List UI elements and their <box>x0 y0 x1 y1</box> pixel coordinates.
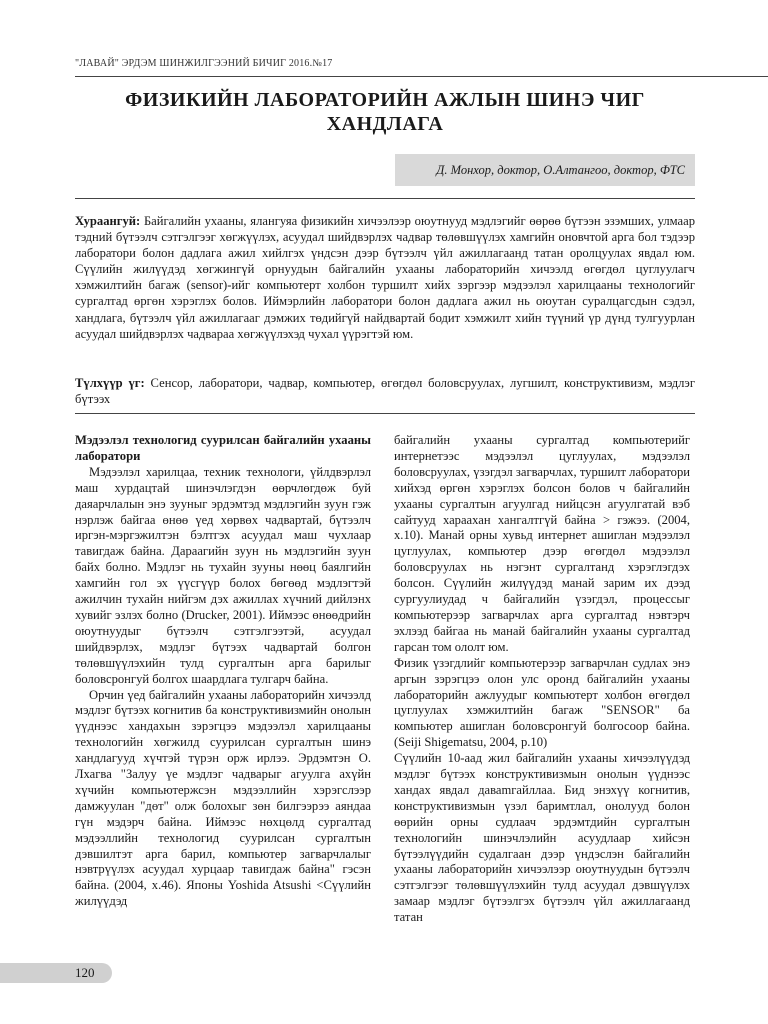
body-paragraph: Физик үзэгдлийг компьютерээр загварчлан судлах энэ аргын зэрэгцээ олон улс оронд байгалийн ухааны лабораторийн ажлуудыг компьютерт холбон өгөгдөл цуглуулах хэмжилтийн багаж "SENSOR" ба компьютер ашиглан боловсронгуй болгосоор байна. (Seiji Shigematsu, 2004, p.10) <box>394 655 690 750</box>
keywords-label: Түлхүүр үг: <box>75 376 145 390</box>
body-paragraph: байгалийн ухааны сургалтад компьютерийг интернетээс мэдээлэл цуглуулах, мэдээлэл боловсруулах, үзэгдэл загварчлах, туршилт лаборатори хийхэд өргөн хэрэглэх болсон болов ч байгалийн ухааны сургалтын агуулгад нийцсэн агуулгатай вэб сайтууд хараахан хангалтгүй байна > гэжээ. (2004, x.10). Манай орны хувьд интернет ашиглан мэдээлэл цуглуулах, компьютер дээр өгөгдөл мэдээлэл боловсруулах нь нэгэнт сургалтанд хэрэглэгдэх болсон. Сүүлийн жилүүдэд манай зарим их дээд сургуулиудад ч байгалийн үзэгдэл, процессыг компьютерээр загварчлах арга сургалтад нэвтэрч эхлээд байгаа нь манай байгалийн ухааны сургалтад гарсан том ололт юм. <box>394 433 690 654</box>
abstract-text: Байгалийн ухааны, ялангуяа физикийн хичээлээр оюутнууд мэдлэгийг өөрөө бүтээн эзэмших, улмаар тэдний бүтээлч сэтгэлгээг хөгжүүлэх, асуудал шийдвэрлэх чадвар төлөвшүүлэх хамгийн оновчтой арга бол тэдээр лаборатори болон дадлага ажил хийлгэх үндсэн дээр бүтээлч үйл ажиллагаанд татан оролцуулах явдал юм. Сүүлийн жилүүдэд хөгжингүй орнуудын байгалийн ухааны лабораторийн хичээлд өгөгдөл цуглуулагч хэмжилтийн багаж (sensor)-ийг компьютерт холбон туршилт хийх зэргээр мэдээлэл харилцааны технологийг сургалтад өргөн хэрэглэх болов. Иймэрлийн лаборатори болон дадлага ажил нь оюутан суралцагсдын сэдэл, хандлага, бүтээлч үйл ажиллагааг дэмжих төдийгүй найдвартай бодит хэмжилт хийн түүний үр дүнд тулгуурлан асуудал шийдвэрлэх чадвараа хөгжүүлэхэд чухал үүрэгтэй юм. <box>75 214 695 341</box>
authors: Д. Монхор, доктор, О.Алтангоо, доктор, ФТС <box>436 162 685 177</box>
right-column <box>394 433 690 926</box>
keywords <box>75 375 695 407</box>
abstract <box>75 213 695 342</box>
authors-bar <box>395 154 695 186</box>
page-number-tab <box>0 963 112 983</box>
left-column <box>75 433 371 910</box>
keywords-text: Сенсор, лаборатори, чадвар, компьютер, өгөгдөл боловсруулах, лугшилт, конструктивизм, мэдлэг бүтээх <box>75 376 696 407</box>
abstract-label: Хураангуй: <box>75 214 141 228</box>
article-title: ФИЗИКИЙН ЛАБОРАТОРИЙН АЖЛЫН ШИНЭ ЧИГ ХАНДЛАГА <box>125 89 645 135</box>
body-paragraph: Сүүлийн 10-аад жил байгалийн ухааны хичээлүүдэд мэдлэг бүтээх конструктивизмын онолын үүднээс хандах явдал даваmгайллаа. Бид энэхүү когнитив, конструктивизмын үзэл баримтлал, онолууд болон өөрийн орны судлаач эрдэмтдийн сургалтын технологийн шинэчлэлийн асуудлаар хийсэн бүтээлүүдийн судалгаан дээр үндэслэн байгалийн ухааны лабораторийн хичээлээр оюутнуудын бүтээлч сэтгэлгээг төлөвшүүлэхийн тулд асуудал дэвшүүлэх замаар мэдлэг бүтээлгэх бүтээлч үйл ажиллагаанд татан <box>394 751 690 925</box>
keywords-bottom-rule <box>75 413 695 414</box>
section-heading: Мэдээлэл технологид суурилсан байгалийн ухааны лаборатори <box>75 433 371 463</box>
body-paragraph: Мэдээлэл харилцаа, техник технологи, үйлдвэрлэл маш хурдацтай шинэчлэгдэн өөрчлөгдөж буй даяарчлалын энэ зууныг эрдэмтэд мэдлэгийн зуун гэж нэрлэж байгаа өнөө үед хөрвөх чадвартай, бүтээлч иргэн-мэргэжилтэн бэлтгэх асуудал маш чухлаар тавигдаж байна. Дараагийн зуун нь мэдлэгийн зуун байх болно. Мэдлэг нь тухайн зууны нөөц баялгийн хамгийн гол эх үүсгүүр болох бөгөөд мэдлэгтэй ажилчин тухайн нийгэм дэх ажиллах хүчний дийлэнх хувийг эзлэх болно (Drucker, 2001). Иймээс өнөөдрийн оюутнуудыг бүтээлч сэтгэлгээтэй, асуудал шийдвэрлэх, мэдлэг бүтээх чадвартай болгон төлөвшүүлэхийн тулд сургалтын арга барилыг боловсронгуй болгох шаардлага тулгарч байна. <box>75 464 371 686</box>
header-rule <box>75 76 768 77</box>
abstract-top-rule <box>75 198 695 199</box>
page-number: 120 <box>75 965 95 980</box>
body-paragraph: Орчин үед байгалийн ухааны лабораторийн хичээлд мэдлэг бүтээх когнитив ба конструктивизмийн онолын үүднээс хандахын зэрэгцээ мэдээлэл харилцааны технологийн хөгжилд суурилсан сургалтын шинэ хандлагууд хүчтэй түрэн орж ирлээ. Эрдэмтэн О. Лхагва "Залуу үе мэдлэг чадварыг агуулга ахүйн хүчийн компьютержсэн мэдээллийн хэрэгслээр дамжуулан "дөт" олж болохыг зөн билгээрээ аяндаа гүн мэдэрч байна. Иймээс нөхцөлд сургалтад мэдээллийн технологид суурилсан сургалтын дэвшилтэт арга барил, компьютер загварчлалыг нэвтрүүлэх асуудал хурцаар тавигдаж байна" гэсэн байна. (2004, x.46). Японы Yoshida Atsushi <Сүүлийн жилүүдэд <box>75 687 371 909</box>
running-header: "ЛАВАЙ" ЭРДЭМ ШИНЖИЛГЭЭНИЙ БИЧИГ 2016.№17 <box>75 58 333 69</box>
